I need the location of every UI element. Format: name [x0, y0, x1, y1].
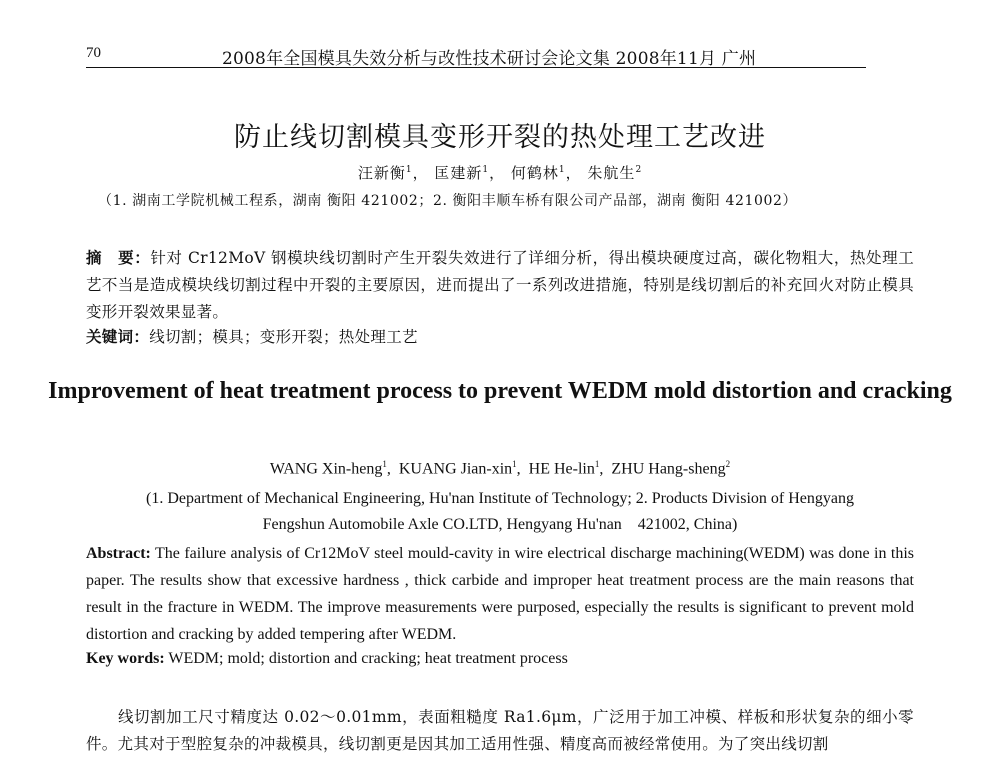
- keywords-label: Key words:: [86, 650, 165, 667]
- chinese-affiliation: （1. 湖南工学院机械工程系，湖南 衡阳 421002；2. 衡阳丰顺车桥有限公司产品部，湖南 衡阳 421002）: [98, 193, 798, 209]
- chinese-keywords: [86, 325, 914, 347]
- abstract-label: 摘 要：: [86, 248, 151, 267]
- english-abstract: [86, 540, 914, 648]
- keywords-text: 线切割；模具；变形开裂；热处理工艺: [149, 328, 418, 346]
- author-sup: 1: [382, 459, 387, 469]
- author-name: 汪新衡: [357, 164, 406, 182]
- affiliation-line: (1. Department of Mechanical Engineering, Hu'nan Institute of Technology; 2. Products Division of Hengyang: [146, 490, 854, 507]
- chinese-abstract: [86, 244, 914, 326]
- author-sup: 1: [405, 165, 413, 175]
- keywords-text: WEDM; mold; distortion and cracking; heat treatment process: [168, 650, 568, 667]
- abstract-text: The failure analysis of Cr12MoV steel mould-cavity in wire electrical discharge machining(WEDM) was done in this paper. The results show that excessive hardness , thick carbide and improper heat treatment process are the main reasons that result in the fracture in WEDM. The improve measurements were purposed, especially the results is significant to prevent mold distortion and cracking by added tempering after WEDM.: [86, 545, 914, 643]
- author-name: KUANG Jian-xin: [398, 460, 513, 478]
- english-keywords: [86, 650, 914, 668]
- author-sup: 2: [725, 459, 731, 469]
- chinese-authors: 汪新衡$^1$， 匡建新$^1$， 何鹤林$^1$， 朱航生$^2$: [357, 164, 643, 182]
- author-sup: 1: [512, 459, 517, 469]
- author-name: HE He-lin: [528, 460, 595, 478]
- body-paragraph: 线切割加工尺寸精度达 0.02～0.01mm，表面粗糙度 Ra1.6μm，广泛用于加工冲模、样板和形状复杂的细小零件。尤其对于型腔复杂的冲裁模具，线切割更是因其加工适用性强、精度高而被经常使用。为了突出线切割: [86, 708, 914, 753]
- author-name: ZHU Hang-sheng: [611, 460, 726, 478]
- english-authors: WANG Xin-heng$^1$, KUANG Jian-xin$^1$, HE He-lin$^1$, ZHU Hang-sheng$^2$: [269, 459, 731, 478]
- author-sup: 1: [558, 165, 566, 175]
- keywords-label: 关键词：: [86, 327, 150, 346]
- author-sup: 1: [594, 459, 600, 469]
- author-name: 朱航生: [587, 164, 636, 182]
- running-head: 2008年全国模具失效分析与改性技术研讨会论文集 2008年11月 广州: [222, 49, 757, 69]
- abstract-text: 针对 Cr12MoV 钢模块线切割时产生开裂失效进行了详细分析，得出模块硬度过高，碳化物粗大，热处理工艺不当是造成模块线切割过程中开裂的主要原因，进而提出了一系列改进措施，特别是线切割后的补充回火对防止模具变形开裂效果显著。: [86, 249, 914, 321]
- author-sup: 2: [635, 165, 643, 175]
- author-name: 匡建新: [434, 164, 483, 182]
- affiliation-line: Fengshun Automobile Axle CO.LTD, Hengyang Hu'nan 421002, China): [262, 516, 738, 533]
- english-affiliation: [0, 486, 1000, 538]
- abstract-label: Abstract:: [86, 545, 151, 562]
- page-number: 70: [86, 45, 101, 61]
- english-title: Improvement of heat treatment process to prevent WEDM mold distortion and cracking: [48, 378, 952, 404]
- author-sup: 1: [482, 165, 490, 175]
- header-rule: [86, 67, 866, 68]
- author-name: WANG Xin-heng: [269, 460, 383, 478]
- author-name: 何鹤林: [510, 164, 559, 182]
- chinese-title: 防止线切割模具变形开裂的热处理工艺改进: [234, 122, 766, 153]
